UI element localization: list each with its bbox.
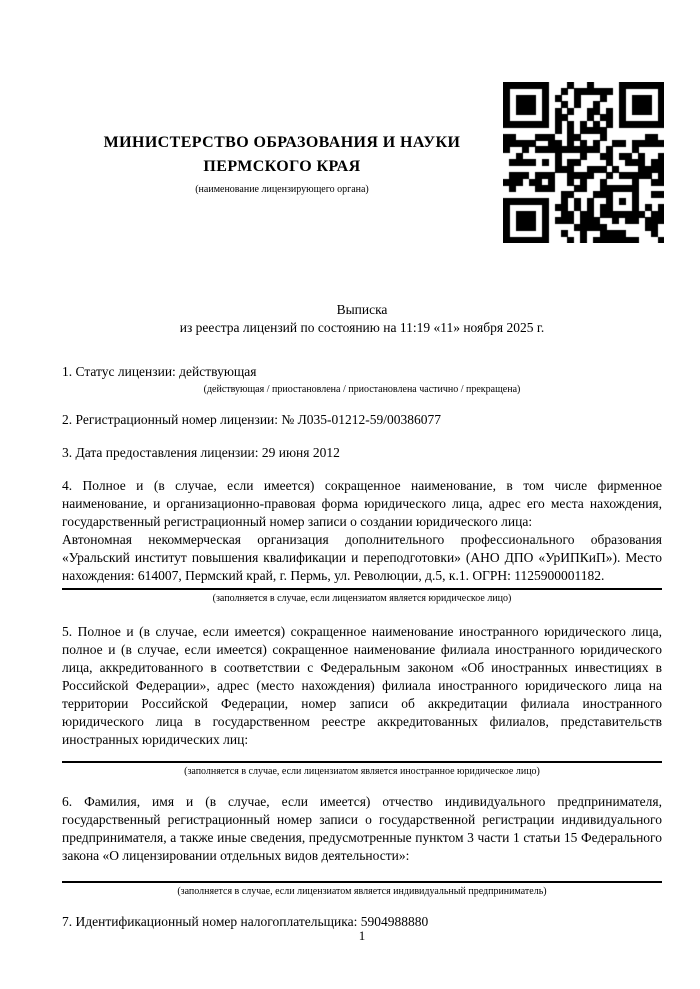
item-5-fill-caption: (заполняется в случае, если лицензиатом является иностранное юридическое лицо) <box>184 766 540 777</box>
document-subtitle: из реестра лицензий по состоянию на 11:19 «11» ноября 2025 г. <box>179 320 545 335</box>
item-4-legal-entity-text: 4. Полное и (в случае, если имеется) сокращенное наименование, в том числе фирменное наименование, и организационно-правовая форма юридического лица, адрес его места нахождения, государственный регистрационный номер записи о создании юридического лица: <box>62 478 662 529</box>
item-4-fill-caption: (заполняется в случае, если лицензиатом является юридическое лицо) <box>212 593 512 604</box>
item-1-license-status: 1. Статус лицензии: действующая <box>62 364 257 379</box>
ministry-header <box>62 131 502 197</box>
item-7-taxpayer-number: 7. Идентификационный номер налогоплательщика: 5904988880 <box>62 914 429 929</box>
ministry-name-line1: МИНИСТЕРСТВО ОБРАЗОВАНИЯ И НАУКИ <box>103 134 461 151</box>
item-5-foreign-entity-text: 5. Полное и (в случае, если имеется) сокращенное наименование иностранного юридического лица, полное и (в случае, если имеется) сокращенное наименование филиала иностранного юридического лица, аккредитованного в соответствии с Федеральным законом «Об иностранных инвестициях в Российской Федерации», адрес (место нахождения) филиала иностранного юридического лица на территории Российской Федерации, номер записи об аккредитации филиала иностранного юридического лица в государственном реестре аккредитованных филиалов, представительств иностранных юридических лиц: <box>62 624 662 747</box>
licensing-authority-caption: (наименование лицензирующего органа) <box>195 184 369 195</box>
page-number: 1 <box>358 928 366 943</box>
document-title: Выписка <box>336 302 388 317</box>
ministry-name-line2: ПЕРМСКОГО КРАЯ <box>203 158 361 175</box>
qr-code <box>503 82 664 243</box>
item-3-grant-date: 3. Дата предоставления лицензии: 29 июня 2012 <box>62 445 340 460</box>
item-4-legal-entity-value: Автономная некоммерческая организация дополнительного профессионального образования «Уральский институт повышения квалификации и переподготовки» (АНО ДПО «УрИПКиП»). Место нахождения: 614007, Пермский край, г. Пермь, ул. Революции, д.5, к.1. ОГРН: 1125900001182. <box>62 532 662 583</box>
document-body <box>62 301 662 931</box>
item-6-fill-caption: (заполняется в случае, если лицензиатом является индивидуальный предприниматель) <box>177 886 547 897</box>
item-1-status-options-caption: (действующая / приостановлена / приостановлена частично / прекращена) <box>203 384 521 395</box>
item-6-entrepreneur-text: 6. Фамилия, имя и (в случае, если имеется) отчество индивидуального предпринимателя, государственный регистрационный номер записи о государственной регистрации индивидуального предпринимателя, а также иные сведения, предусмотренные пунктом 3 части 1 статьи 15 Федерального закона «О лицензировании отдельных видов деятельности»: <box>62 794 662 863</box>
item-2-registration-number: 2. Регистрационный номер лицензии: № Л035-01212-59/00386077 <box>62 412 442 427</box>
